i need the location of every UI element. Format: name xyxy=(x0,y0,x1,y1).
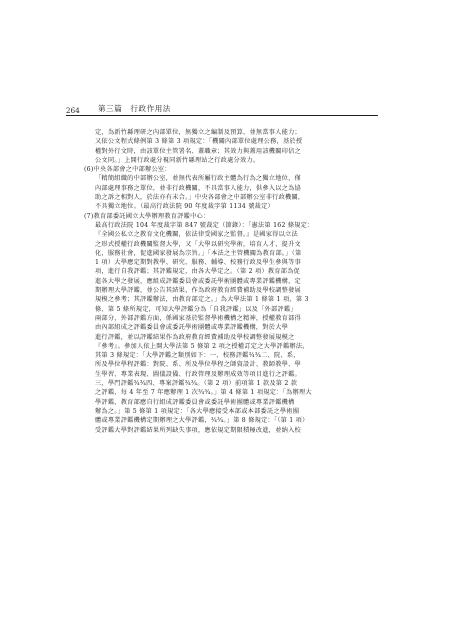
text-line: 不具獨立地位。（最高行政法院 90 年度裁字第 1134 號裁定） xyxy=(95,203,274,211)
text-line: 權對外行文時，由該單位主管署名、蓋職章；其效力與蓋用該機關印信之 xyxy=(95,147,301,155)
text-line: 化，服務社會，促進國家發展為宗旨。」「本法之主管機關為教育部。」（第 xyxy=(95,249,302,257)
text-line: 體或專業評鑑機構定期辦理之大學評鑑，¾¾。」第 8 條規定：「（第 1 項） xyxy=(95,417,309,425)
header-rule xyxy=(66,115,378,116)
body-text xyxy=(84,128,380,435)
text-line: 最高行政法院 104 年度裁字第 847 號裁定（節錄）：「憲法第 162 條規定： xyxy=(95,221,314,229)
text-line: 公文同。」上開行政處分視同新竹縣理站之行政處分效力。 xyxy=(95,156,260,164)
text-line: (7)教育部委託國立大學辦理教育評鑑中心： xyxy=(84,212,210,220)
text-line: (6)中央各部會之中部辦公室： xyxy=(84,166,171,174)
text-line: 受評鑑大學對評鑑結果所列缺失事項，應依規定期限積極改進，並納入校 xyxy=(95,426,301,434)
text-line: 辦為之。」第 5 條第 1 項規定：「各大學應接受本部或本部委託之學術團 xyxy=(95,407,300,415)
text-line: 『全國公私立之教育文化機關，依法律受國家之監督。』是國家得以立法 xyxy=(95,231,298,239)
page-number: 264 xyxy=(66,107,80,115)
text-line: 三、學門評鑑¾¾四、專案評鑑¾¾。（第 2 項）前項第 1 款及第 2 款 xyxy=(95,380,298,388)
text-line: 又依公文程式條例第 3 條第 3 項規定：「機關內部單位處理公務，基於授 xyxy=(95,138,303,146)
text-line: 期辦理大學評鑑，並公告其結果，作為政府教育經費補助及學校調整發展 xyxy=(95,287,301,295)
text-line: 規模之參考；其評鑑辦法，由教育部定之。」為大學法第 1 條第 1 項、第 3 xyxy=(95,296,309,304)
text-line: 進各大學之發展，應組成評鑑委員會或委託學術團體或專業評鑑機構，定 xyxy=(95,277,301,285)
text-line: 『參考』。參加人依上開大學法第 5 條第 2 項之授權訂定之大學評鑑辦法， xyxy=(95,342,309,350)
text-line: 由內部組成之評鑑委員會或委託學術團體或專業評鑑機構，對於大學 xyxy=(95,324,289,332)
text-line: 定，為新竹縣理研之內部單位，無獨立之編制及預算，並無當事人能力； xyxy=(95,129,301,136)
page-header xyxy=(66,103,378,117)
text-line: 助之訴之相對人，於法亦有未合。」中央各部會之中部辦公室非行政機關， xyxy=(95,194,305,202)
text-line: 之形式授權行政機關監督大學，又「大學以研究學術，培育人才，提升文 xyxy=(95,240,301,248)
text-line: 進行評鑑，並以評鑑結果作為政府教育經費補助及學校調整發展規模之 xyxy=(95,333,295,341)
text-line: 項，進行自我評鑑；其評鑑規定，由各大學定之。（第 2 項）教育部為促 xyxy=(95,268,301,276)
text-line: 兩部分，外部評鑑方面，係國家基於監督學術機構之精神，授權教育部得 xyxy=(95,314,301,322)
text-line: 其第 3 條規定：「大學評鑑之類別如下：一、校務評鑑¾¾二、院、系、 xyxy=(95,352,300,360)
text-line: 學評鑑，教育部應自行組成評鑑委員會或委託學術團體或專業評鑑機構 xyxy=(95,398,295,406)
text-line: 之評鑑，每 4 年至 7 年應辦理 1 次¾¾。」第 4 條第 1 項規定：「為辦理大 xyxy=(95,389,312,397)
text-line: 所及學位學程評鑑：對院、系、所及學位學程之師資設計、教師教學、學 xyxy=(95,361,301,369)
text-line: 條、第 5 條所規定，可知大學評鑑分為「自我評鑑」以及「外部評鑑」 xyxy=(95,305,297,313)
running-title: 第三篇 行政作用法 xyxy=(98,104,171,113)
text-line: 1 項）大學應定期對教學、研究、服務、輔導、校務行政及學生參與等事 xyxy=(95,259,301,267)
text-line: 內部處理事務之單位，並非行政機關，不具當事人能力，供參入以之為協 xyxy=(95,184,301,192)
text-line: 「精簡組織的中部辦公室，並無代表所屬行政主體為行為之獨立地位，僅 xyxy=(95,175,301,183)
text-line: 生學習、專業表現、圖儀設備、行政管理及辦理成效等項目進行之評鑑。 xyxy=(95,370,301,378)
